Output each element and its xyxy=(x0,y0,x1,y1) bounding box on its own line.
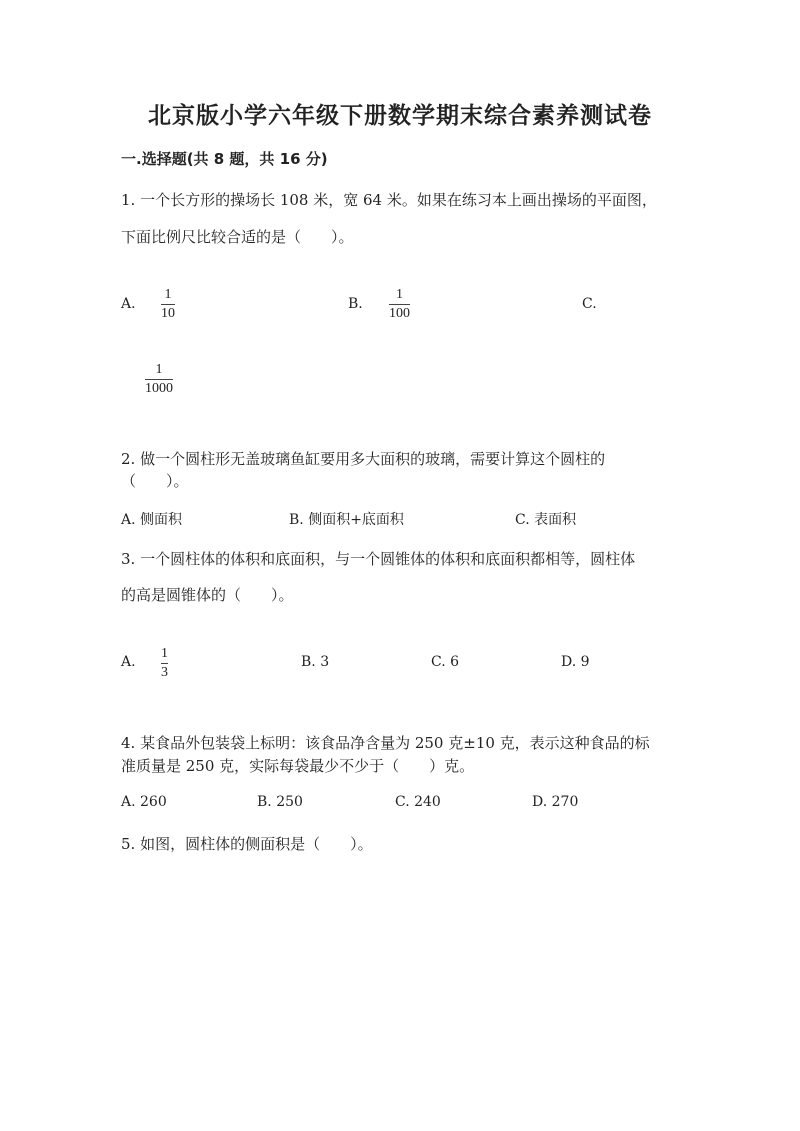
q3-option-a-fraction xyxy=(161,646,168,681)
q1-text-line2: 下面比例尺比较合适的是（ ）。 xyxy=(121,228,354,246)
q3-option-c[interactable]: C. 6 xyxy=(431,654,460,670)
q1-option-b-numerator: 1 xyxy=(396,287,403,302)
q1-option-a-numerator: 1 xyxy=(164,287,172,302)
q3-text-line1: 3. 一个圆柱体的体积和底面积，与一个圆锥体的体积和底面积都相等，圆柱体 xyxy=(121,550,636,568)
q3-option-d[interactable]: D. 9 xyxy=(561,654,590,670)
q1-option-c-denominator: 1000 xyxy=(145,381,173,396)
q1-option-b-fraction xyxy=(389,287,410,322)
q4-text-line1: 4. 某食品外包装袋上标明：该食品净含量为 250 克±10 克，表示这种食品的标 xyxy=(121,734,650,752)
q4-option-a[interactable]: A. 260 xyxy=(121,794,167,810)
fraction-bar xyxy=(389,304,410,305)
q4-option-b[interactable]: B. 250 xyxy=(257,794,303,810)
fraction-bar xyxy=(161,663,168,664)
q4-text-line2: 准质量是 250 克，实际每袋最少不少于（ ）克。 xyxy=(121,757,475,775)
q3-option-a-denominator: 3 xyxy=(161,665,168,680)
page-title: 北京版小学六年级下册数学期末综合素养测试卷 xyxy=(148,103,652,129)
q1-text-line1: 1. 一个长方形的操场长 108 米，宽 64 米。如果在练习本上画出操场的平面图， xyxy=(121,191,657,209)
q4-option-c[interactable]: C. 240 xyxy=(395,794,441,810)
q1-option-c-label[interactable]: C. xyxy=(582,296,597,312)
q3-text-line2: 的高是圆锥体的（ ）。 xyxy=(121,586,294,604)
section-heading: 一.选择题(共 8 题，共 16 分) xyxy=(121,150,328,168)
q2-option-a[interactable]: A. 侧面积 xyxy=(121,512,183,528)
q5-text-line1: 5. 如图，圆柱体的侧面积是（ ）。 xyxy=(121,835,373,853)
q4-option-d[interactable]: D. 270 xyxy=(532,794,579,810)
fraction-bar xyxy=(145,379,173,380)
fraction-bar xyxy=(161,304,175,305)
q1-option-b-denominator: 100 xyxy=(389,306,410,321)
q2-option-b[interactable]: B. 侧面积+底面积 xyxy=(289,512,404,528)
q3-option-a-numerator: 1 xyxy=(161,646,168,661)
q1-option-a-label[interactable]: A. xyxy=(121,296,136,312)
q2-text-line2: （ ）。 xyxy=(121,472,189,490)
q1-option-a-denominator: 10 xyxy=(161,306,175,321)
q3-option-a-label[interactable]: A. xyxy=(121,654,136,670)
q1-option-c-numerator: 1 xyxy=(155,362,163,377)
q3-option-b[interactable]: B. 3 xyxy=(301,654,330,670)
q2-option-c[interactable]: C. 表面积 xyxy=(515,512,577,528)
q1-option-b-label[interactable]: B. xyxy=(348,296,363,312)
q1-option-a-fraction xyxy=(161,287,175,322)
q2-text-line1: 2. 做一个圆柱形无盖玻璃鱼缸要用多大面积的玻璃，需要计算这个圆柱的 xyxy=(121,450,606,468)
q1-option-c-fraction xyxy=(145,362,173,397)
